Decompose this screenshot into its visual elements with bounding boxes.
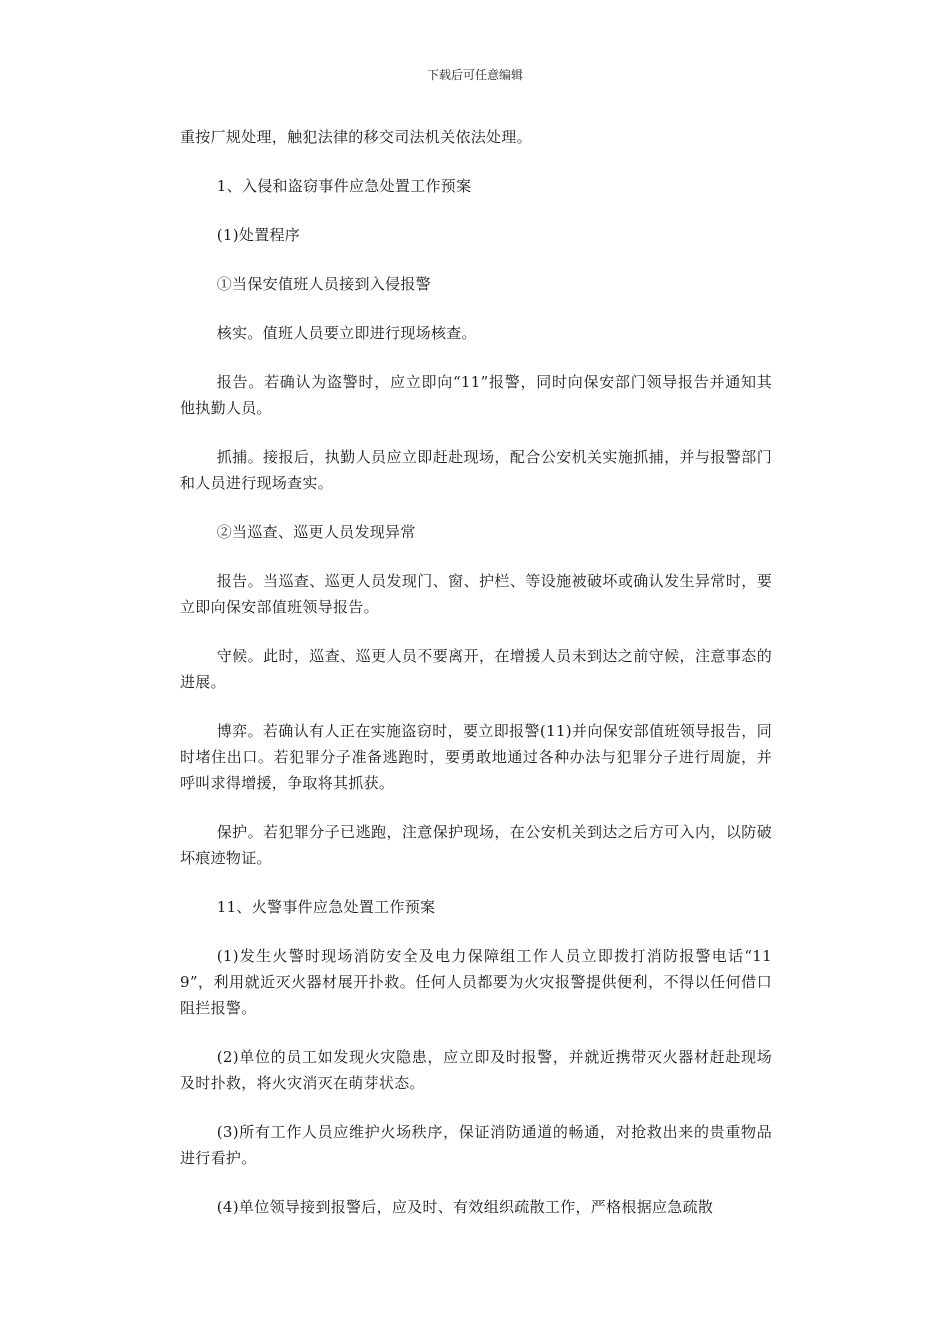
paragraph-verify: 核实。值班人员要立即进行现场核查。 [216,324,477,342]
paragraph-wait: 守候。此时，巡查、巡更人员不要离开，在增援人员未到达之前守候，注意事态的进展。 [180,647,772,691]
page-header-note: 下载后可任意编辑 [426,68,523,82]
paragraph-fire-item-2: (2)单位的员工如发现火灾隐患，应立即及时报警，并就近携带灭火器材赶赴现场及时扑救，将火灾消灭在萌芽状态。 [180,1048,772,1092]
paragraph-fire-item-1: (1)发生火警时现场消防安全及电力保障组工作人员立即拨打消防报警电话“119”，利用就近灭火器材展开扑救。任何人员都要为火灾报警提供便利，不得以任何借口阻拦报警。 [180,947,772,1017]
document-body [180,124,772,1243]
paragraph-engage: 博弈。若确认有人正在实施盗窃时，要立即报警(11)并向保安部值班领导报告，同时堵住出口。若犯罪分子准备逃跑时，要勇敢地通过各种办法与犯罪分子进行周旋，并呼叫求得增援，争取将其抓获。 [180,722,772,792]
paragraph-continuation: 重按厂规处理，触犯法律的移交司法机关依法处理。 [180,128,532,146]
item-heading-intrusion-alarm: ①当保安值班人员接到入侵报警 [216,275,431,293]
paragraph-arrest: 抓捕。接报后，执勤人员应立即赶赴现场，配合公安机关实施抓捕，并与报警部门和人员进行现场查实。 [180,448,772,492]
paragraph-protect-scene: 保护。若犯罪分子已逃跑，注意保护现场，在公安机关到达之后方可入内，以防破坏痕迹物证。 [180,823,772,867]
paragraph-fire-item-3: (3)所有工作人员应维护火场秩序，保证消防通道的畅通，对抢救出来的贵重物品进行看护。 [180,1123,772,1167]
section-heading-fire-alarm: 11、火警事件应急处置工作预案 [216,898,436,916]
subsection-heading-procedure: (1)处置程序 [216,226,301,244]
paragraph-report: 报告。若确认为盗警时，应立即向“11”报警，同时向保安部门领导报告并通知其他执勤人员。 [180,373,772,417]
item-heading-patrol-anomaly: ②当巡查、巡更人员发现异常 [216,523,416,541]
paragraph-patrol-report: 报告。当巡查、巡更人员发现门、窗、护栏、等设施被破坏或确认发生异常时，要立即向保安部值班领导报告。 [180,572,772,616]
section-heading-intrusion-theft: 1、入侵和盗窃事件应急处置工作预案 [216,177,472,195]
paragraph-fire-item-4: (4)单位领导接到报警后，应及时、有效组织疏散工作，严格根据应急疏散 [216,1198,714,1216]
